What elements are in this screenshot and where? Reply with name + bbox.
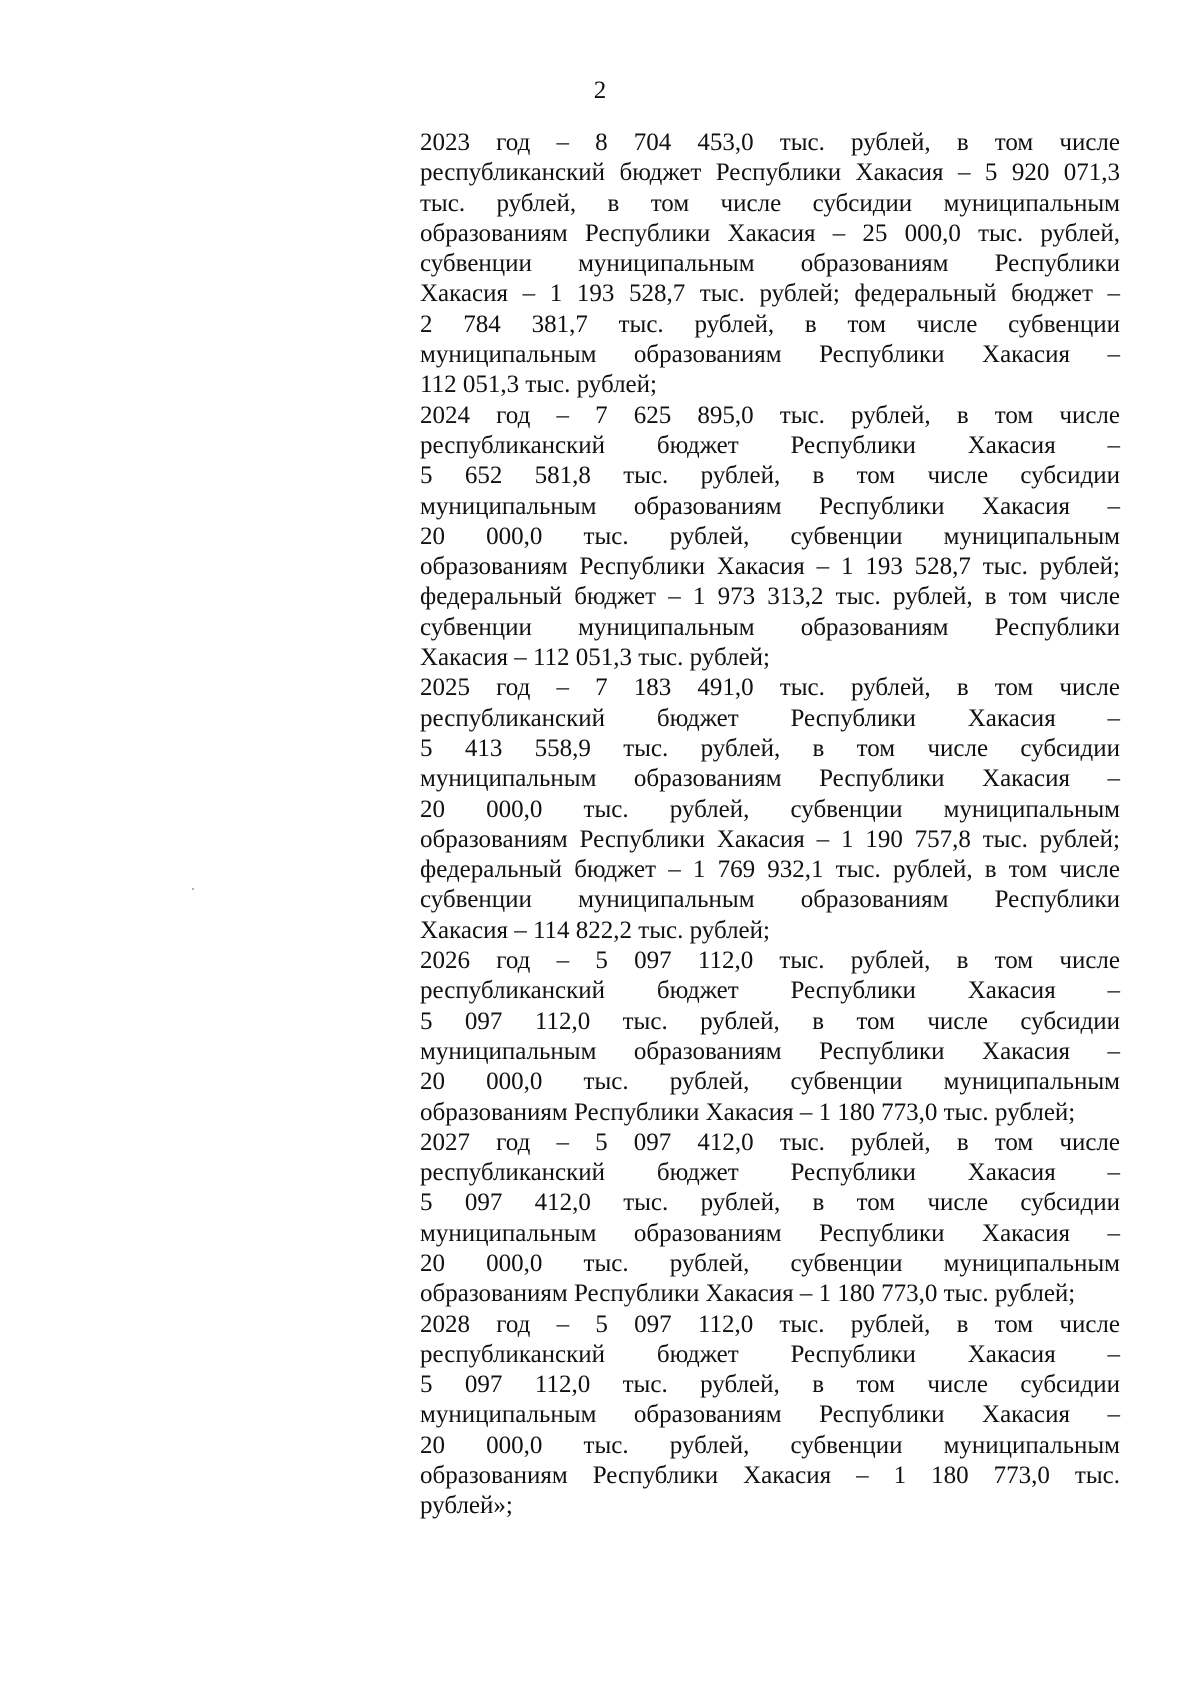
text-line: Хакасия – 1 193 528,7 тыс. рублей; федеральный бюджет – xyxy=(420,280,1120,308)
text-line: образованиям Республики Хакасия – 1 193 528,7 тыс. рублей; xyxy=(420,553,1120,581)
text-line: образованиям Республики Хакасия – 1 190 757,8 тыс. рублей; xyxy=(420,825,1120,853)
funding-text-block xyxy=(420,128,1120,1522)
text-line: 5 652 581,8 тыс. рублей, в том числе субсидии xyxy=(420,462,1120,490)
text-line: образованиям Республики Хакасия – 1 180 773,0 тыс. xyxy=(420,1462,1120,1490)
text-line: республиканский бюджет Республики Хакасия – xyxy=(420,431,1120,459)
text-line: 2027 год – 5 097 412,0 тыс. рублей, в том числе xyxy=(420,1128,1120,1156)
text-line: Хакасия – 112 051,3 тыс. рублей; xyxy=(420,644,770,672)
year-2025-paragraph xyxy=(420,673,1120,946)
text-line: Хакасия – 114 822,2 тыс. рублей; xyxy=(420,916,770,944)
text-line: муниципальным образованиям Республики Хакасия – xyxy=(420,341,1120,369)
text-line: федеральный бюджет – 1 769 932,1 тыс. рублей, в том числе xyxy=(420,856,1120,884)
text-line: 20 000,0 тыс. рублей, субвенции муниципальным xyxy=(420,522,1120,550)
text-line: субвенции муниципальным образованиям Республики xyxy=(420,886,1120,914)
text-line: 5 097 112,0 тыс. рублей, в том числе субсидии xyxy=(420,1371,1120,1399)
text-line: рублей»; xyxy=(420,1492,513,1520)
page-number: 2 xyxy=(593,77,607,104)
text-line: 20 000,0 тыс. рублей, субвенции муниципальным xyxy=(420,1431,1120,1459)
text-line: 112 051,3 тыс. рублей; xyxy=(420,371,657,399)
text-line: 5 097 112,0 тыс. рублей, в том числе субсидии xyxy=(420,1007,1120,1035)
year-2028-paragraph xyxy=(420,1310,1120,1522)
text-line: республиканский бюджет Республики Хакасия – xyxy=(420,977,1120,1005)
year-2023-paragraph xyxy=(420,128,1120,401)
text-line: образованиям Республики Хакасия – 25 000,0 тыс. рублей, xyxy=(420,219,1120,247)
text-line: тыс. рублей, в том числе субсидии муниципальным xyxy=(420,189,1120,217)
text-line: субвенции муниципальным образованиям Республики xyxy=(420,250,1120,278)
text-line: муниципальным образованиям Республики Хакасия – xyxy=(420,765,1120,793)
text-line: 2023 год – 8 704 453,0 тыс. рублей, в том числе xyxy=(420,129,1120,156)
text-line: 20 000,0 тыс. рублей, субвенции муниципальным xyxy=(420,795,1120,823)
text-line: республиканский бюджет Республики Хакасия – xyxy=(420,1159,1120,1187)
text-line: федеральный бюджет – 1 973 313,2 тыс. рублей, в том числе xyxy=(420,583,1120,611)
text-line: 5 097 412,0 тыс. рублей, в том числе субсидии xyxy=(420,1189,1120,1217)
text-line: муниципальным образованиям Республики Хакасия – xyxy=(420,492,1120,520)
year-2024-paragraph xyxy=(420,401,1120,674)
text-line: субвенции муниципальным образованиям Республики xyxy=(420,613,1120,641)
text-line: 2024 год – 7 625 895,0 тыс. рублей, в том числе xyxy=(420,401,1120,429)
text-line: республиканский бюджет Республики Хакасия – 5 920 071,3 xyxy=(420,159,1120,187)
text-line: 2028 год – 5 097 112,0 тыс. рублей, в том числе xyxy=(420,1310,1120,1338)
text-line: республиканский бюджет Республики Хакасия – xyxy=(420,1340,1120,1368)
text-line: 20 000,0 тыс. рублей, субвенции муниципальным xyxy=(420,1249,1120,1277)
text-line: муниципальным образованиям Республики Хакасия – xyxy=(420,1037,1120,1065)
text-line: 2025 год – 7 183 491,0 тыс. рублей, в том числе xyxy=(420,674,1120,702)
text-line: республиканский бюджет Республики Хакасия – xyxy=(420,704,1120,732)
text-line: 2 784 381,7 тыс. рублей, в том числе субвенции xyxy=(420,310,1120,338)
year-2027-paragraph xyxy=(420,1128,1120,1310)
text-line: 2026 год – 5 097 112,0 тыс. рублей, в том числе xyxy=(420,947,1120,975)
text-line: муниципальным образованиям Республики Хакасия – xyxy=(420,1219,1120,1247)
year-2026-paragraph xyxy=(420,946,1120,1128)
scan-speck xyxy=(192,888,194,890)
text-line: 20 000,0 тыс. рублей, субвенции муниципальным xyxy=(420,1068,1120,1096)
text-line: муниципальным образованиям Республики Хакасия – xyxy=(420,1401,1120,1429)
text-line: образованиям Республики Хакасия – 1 180 773,0 тыс. рублей; xyxy=(420,1098,1076,1126)
text-line: образованиям Республики Хакасия – 1 180 773,0 тыс. рублей; xyxy=(420,1280,1076,1308)
text-line: 5 413 558,9 тыс. рублей, в том числе субсидии xyxy=(420,734,1120,762)
